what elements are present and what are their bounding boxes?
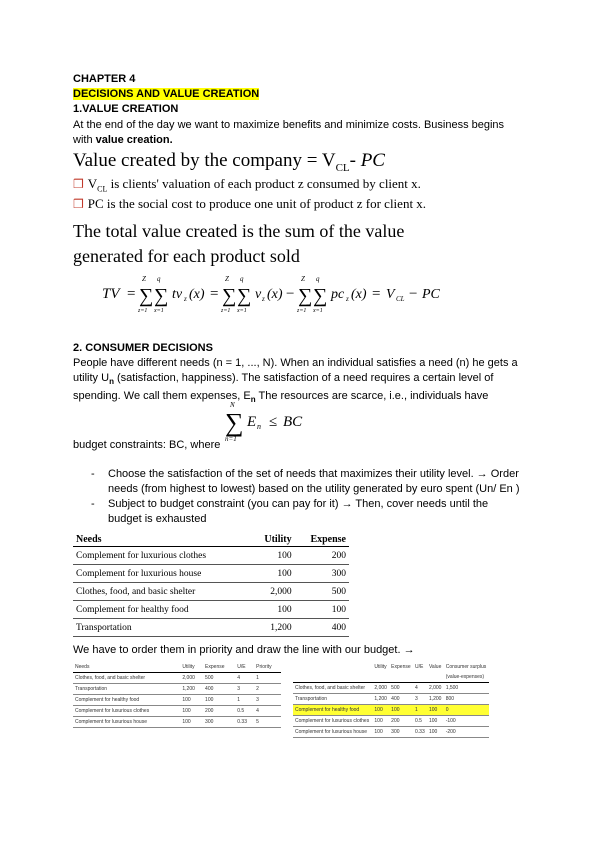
svg-text:pc: pc xyxy=(331,287,345,302)
mini-cell: Clothes, food, and basic shelter xyxy=(293,683,372,694)
svg-text:∑: ∑ xyxy=(313,285,328,307)
mini-cell: Complement for luxurious clothes xyxy=(73,706,180,717)
svg-text:z: z xyxy=(262,295,265,303)
need-cell: Complement for healthy food xyxy=(73,601,251,619)
svg-text:∑: ∑ xyxy=(139,285,154,307)
vcl-bullet xyxy=(73,176,421,198)
mini-cell: 0 xyxy=(444,705,489,716)
mini-cell: 500 xyxy=(203,673,235,684)
mini-cell: 2,000 xyxy=(372,683,389,694)
formula-sub: CL xyxy=(335,161,350,174)
mini-value-header: Value xyxy=(428,664,442,670)
mini-cell: 4 xyxy=(235,673,254,684)
mini-cell: Complement for healthy food xyxy=(73,695,180,706)
mini-spacer xyxy=(293,672,444,683)
mini-cell: 200 xyxy=(389,716,413,727)
dash-bullet: - xyxy=(91,498,95,510)
mini-surplus-subheader: (value-expenses) xyxy=(445,674,485,680)
mini-cell: 4 xyxy=(254,706,281,717)
intro-line-b: with xyxy=(73,134,96,146)
mini-ue-header: U/E xyxy=(237,664,246,670)
s2-line-3b: The resources are scarce, i.e., individuals have xyxy=(255,390,489,403)
mini-cell: 1,500 xyxy=(444,683,489,694)
needs-table xyxy=(73,532,349,637)
pc-bullet xyxy=(73,196,426,212)
mini-cell: 5 xyxy=(254,717,281,728)
mini-cell: 0.5 xyxy=(235,706,254,717)
svg-text:=: = xyxy=(127,286,136,302)
mini-cell: 100 xyxy=(180,706,203,717)
surplus-table xyxy=(293,662,489,738)
s2-line-3a: spending. We call them expenses, E xyxy=(73,390,251,403)
table-row xyxy=(293,683,489,694)
priority-table xyxy=(73,662,281,728)
mini-cell: 3 xyxy=(235,684,254,695)
svg-text:(x): (x) xyxy=(351,287,367,302)
tv-equation xyxy=(100,272,460,317)
need-cell: Transportation xyxy=(73,619,251,637)
svg-text:N: N xyxy=(230,401,235,409)
mini-cell: 2,000 xyxy=(427,683,444,694)
chapter-title xyxy=(73,87,259,102)
mini-cell: 2 xyxy=(254,684,281,695)
utility-cell: 100 xyxy=(251,565,294,583)
svg-text:∑: ∑ xyxy=(298,285,313,307)
need-cell: Complement for luxurious clothes xyxy=(73,547,251,565)
svg-text:CL: CL xyxy=(396,295,405,303)
mini-cell: 4 xyxy=(413,683,427,694)
mini-surplus-header: Consumer surplus xyxy=(445,664,487,670)
need-cell: Complement for luxurious house xyxy=(73,565,251,583)
svg-text:x=1: x=1 xyxy=(154,308,164,314)
mini-cell: 100 xyxy=(427,716,444,727)
utility-cell: 100 xyxy=(251,547,294,565)
mini-cell: 1,200 xyxy=(427,694,444,705)
svg-text:∑: ∑ xyxy=(222,285,237,307)
formula-end: - PC xyxy=(349,150,385,171)
mini-utility-header: Utility xyxy=(374,664,387,670)
mini-cell: 100 xyxy=(427,727,444,738)
svg-text:(x): (x) xyxy=(267,287,283,302)
mini-cell: 3 xyxy=(413,694,427,705)
svg-text:q: q xyxy=(157,275,161,283)
mini-cell: Transportation xyxy=(293,694,372,705)
svg-text:v: v xyxy=(255,287,262,302)
expense-cell: 300 xyxy=(295,565,349,583)
utility-header: Utility xyxy=(264,533,292,545)
section1-intro xyxy=(73,118,543,148)
intro-line-a: At the end of the day we want to maximize benefits and minimize costs. Business begins xyxy=(73,119,505,131)
table-row xyxy=(73,684,281,695)
mini-priority-header: Priority xyxy=(256,664,272,670)
mini-cell: 400 xyxy=(203,684,235,695)
table-row xyxy=(73,619,349,637)
mini-cell: 2,000 xyxy=(180,673,203,684)
svg-text:TV: TV xyxy=(102,286,120,302)
checkbox-bullet-icon: ❒ xyxy=(73,177,84,191)
mini-cell: Transportation xyxy=(73,684,180,695)
mini-expense-header: Expense xyxy=(391,664,411,670)
svg-text:q: q xyxy=(240,275,244,283)
table-row xyxy=(293,694,489,705)
rule2-line-b: budget is exhausted xyxy=(108,513,207,525)
mini-cell: Complement for luxurious house xyxy=(293,727,372,738)
table-row xyxy=(293,727,489,738)
chapter-label: CHAPTER 4 xyxy=(73,73,136,85)
mini-needs-header: Needs xyxy=(75,664,90,670)
mini-cell: 0.33 xyxy=(235,717,254,728)
mini-cell: 100 xyxy=(389,705,413,716)
svg-text:tv: tv xyxy=(172,287,183,302)
svg-text:(x): (x) xyxy=(189,287,205,302)
svg-text:E: E xyxy=(247,414,257,430)
total-value-statement xyxy=(73,219,404,269)
svg-text:n: n xyxy=(257,422,261,431)
table-row xyxy=(73,601,349,619)
needs-header: Needs xyxy=(76,533,102,545)
mini-cell: 100 xyxy=(180,717,203,728)
svg-text:z=1: z=1 xyxy=(221,308,231,314)
section2-heading: 2. CONSUMER DECISIONS xyxy=(73,342,213,354)
mini-cell: 3 xyxy=(254,695,281,706)
mini-ue-header: U/E xyxy=(415,664,424,670)
svg-text:z: z xyxy=(184,295,187,303)
svg-text:Z: Z xyxy=(225,275,229,283)
mini-cell: 100 xyxy=(372,727,389,738)
svg-text:V: V xyxy=(386,287,395,302)
table-row xyxy=(73,695,281,706)
mini-cell: 1,200 xyxy=(372,694,389,705)
svg-text:z=1: z=1 xyxy=(297,308,307,314)
rule2-line-a: Subject to budget constraint (you can pay for it) → Then, cover needs until the xyxy=(108,498,489,510)
svg-text:−: − xyxy=(409,286,418,302)
s2-line-1: People have different needs (n = 1, ..., N). When an individual satisfies a need (n) he gets a xyxy=(73,357,518,369)
section1-heading: 1.VALUE CREATION xyxy=(73,103,179,115)
table-row xyxy=(73,565,349,583)
mini-cell: 800 xyxy=(444,694,489,705)
table-row xyxy=(293,716,489,727)
value-formula xyxy=(73,150,385,179)
svg-text:≤: ≤ xyxy=(269,414,278,430)
expense-cell: 200 xyxy=(295,547,349,565)
mini-cell: 100 xyxy=(372,705,389,716)
table-row xyxy=(73,706,281,717)
svg-text:x=1: x=1 xyxy=(313,308,323,314)
svg-text:Z: Z xyxy=(301,275,305,283)
expense-cell: 400 xyxy=(295,619,349,637)
s2-line-2b: (satisfaction, happiness). The satisfaction of a need requires a certain level of xyxy=(113,372,494,384)
tv-line-2: generated for each product sold xyxy=(73,246,300,266)
table-row xyxy=(73,673,281,684)
mini-cell: -200 xyxy=(444,727,489,738)
mini-cell: -100 xyxy=(444,716,489,727)
svg-text:BC: BC xyxy=(283,414,303,430)
chapter-title-text: DECISIONS AND VALUE CREATION xyxy=(73,88,260,100)
svg-text:x=1: x=1 xyxy=(237,308,247,314)
expense-header: Expense xyxy=(310,533,346,545)
expense-cell: 100 xyxy=(295,601,349,619)
s2-sub-n: n xyxy=(109,377,114,387)
mini-cell: 1 xyxy=(235,695,254,706)
svg-text:−: − xyxy=(286,286,295,302)
pc-text: PC is the social cost to produce one unit of product z for client x. xyxy=(87,196,427,211)
mini-cell: 300 xyxy=(203,717,235,728)
mini-cell: 1 xyxy=(413,705,427,716)
s2-sub-n2: n xyxy=(250,395,256,405)
budget-line: budget constraints: BC, where xyxy=(73,439,221,451)
mini-cell: 100 xyxy=(372,716,389,727)
expense-cell: 500 xyxy=(295,583,349,601)
rule-bullet-2 xyxy=(91,497,561,527)
rule-bullet-1 xyxy=(91,467,561,497)
rule1-line-b: needs (from highest to lowest) based on the utility generated by euro spent (Un/ En ) xyxy=(108,483,520,495)
svg-text:=: = xyxy=(372,286,381,302)
mini-cell: Clothes, food, and basic shelter xyxy=(73,673,180,684)
table-row-highlighted xyxy=(293,705,489,716)
svg-text:∑: ∑ xyxy=(237,285,252,307)
svg-text:PC: PC xyxy=(422,287,440,302)
svg-text:z: z xyxy=(346,295,349,303)
mini-cell: 0.33 xyxy=(413,727,427,738)
mini-cell: 100 xyxy=(203,695,235,706)
mini-cell: 400 xyxy=(389,694,413,705)
checkbox-bullet-icon: ❒ xyxy=(73,197,84,211)
mini-cell: Complement for luxurious clothes xyxy=(293,716,372,727)
vcl-pre: V xyxy=(87,176,98,191)
table-row xyxy=(73,583,349,601)
mini-cell: 500 xyxy=(389,683,413,694)
mini-cell: 100 xyxy=(180,695,203,706)
rule1-line-a: Choose the satisfaction of the set of needs that maximizes their utility level. → Order xyxy=(108,468,519,480)
vcl-text: is clients' valuation of each product z consumed by client x. xyxy=(107,176,421,191)
tv-line-1: The total value created is the sum of the value xyxy=(73,221,405,241)
budget-constraint-formula xyxy=(225,399,345,443)
svg-text:Z: Z xyxy=(142,275,146,283)
utility-cell: 2,000 xyxy=(251,583,294,601)
svg-text:∑: ∑ xyxy=(154,285,169,307)
mini-cell: 1 xyxy=(254,673,281,684)
utility-cell: 100 xyxy=(251,601,294,619)
table-row xyxy=(73,717,281,728)
dash-bullet: - xyxy=(91,468,95,480)
mini-utility-header: Utility xyxy=(182,664,195,670)
svg-text:q: q xyxy=(316,275,320,283)
table-row xyxy=(73,547,349,565)
svg-text:∑: ∑ xyxy=(225,408,244,437)
intro-bold: value creation. xyxy=(95,134,173,146)
svg-text:n=1: n=1 xyxy=(225,435,237,443)
svg-text:z=1: z=1 xyxy=(138,308,148,314)
formula-text: Value created by the company = V xyxy=(73,150,336,171)
s2-line-2a: utility U xyxy=(73,372,110,384)
mini-cell: Complement for healthy food xyxy=(293,705,372,716)
order-line: We have to order them in priority and draw the line with our budget. → xyxy=(73,644,415,656)
mini-cell: 300 xyxy=(389,727,413,738)
svg-text:=: = xyxy=(210,286,219,302)
need-cell: Clothes, food, and basic shelter xyxy=(73,583,251,601)
utility-cell: 1,200 xyxy=(251,619,294,637)
mini-cell: 200 xyxy=(203,706,235,717)
mini-cell: 0.5 xyxy=(413,716,427,727)
mini-cell: 100 xyxy=(427,705,444,716)
mini-blank-header xyxy=(293,662,372,672)
vcl-sub: CL xyxy=(97,184,108,194)
mini-cell: Complement for luxurious house xyxy=(73,717,180,728)
mini-expense-header: Expense xyxy=(205,664,225,670)
mini-cell: 1,200 xyxy=(180,684,203,695)
